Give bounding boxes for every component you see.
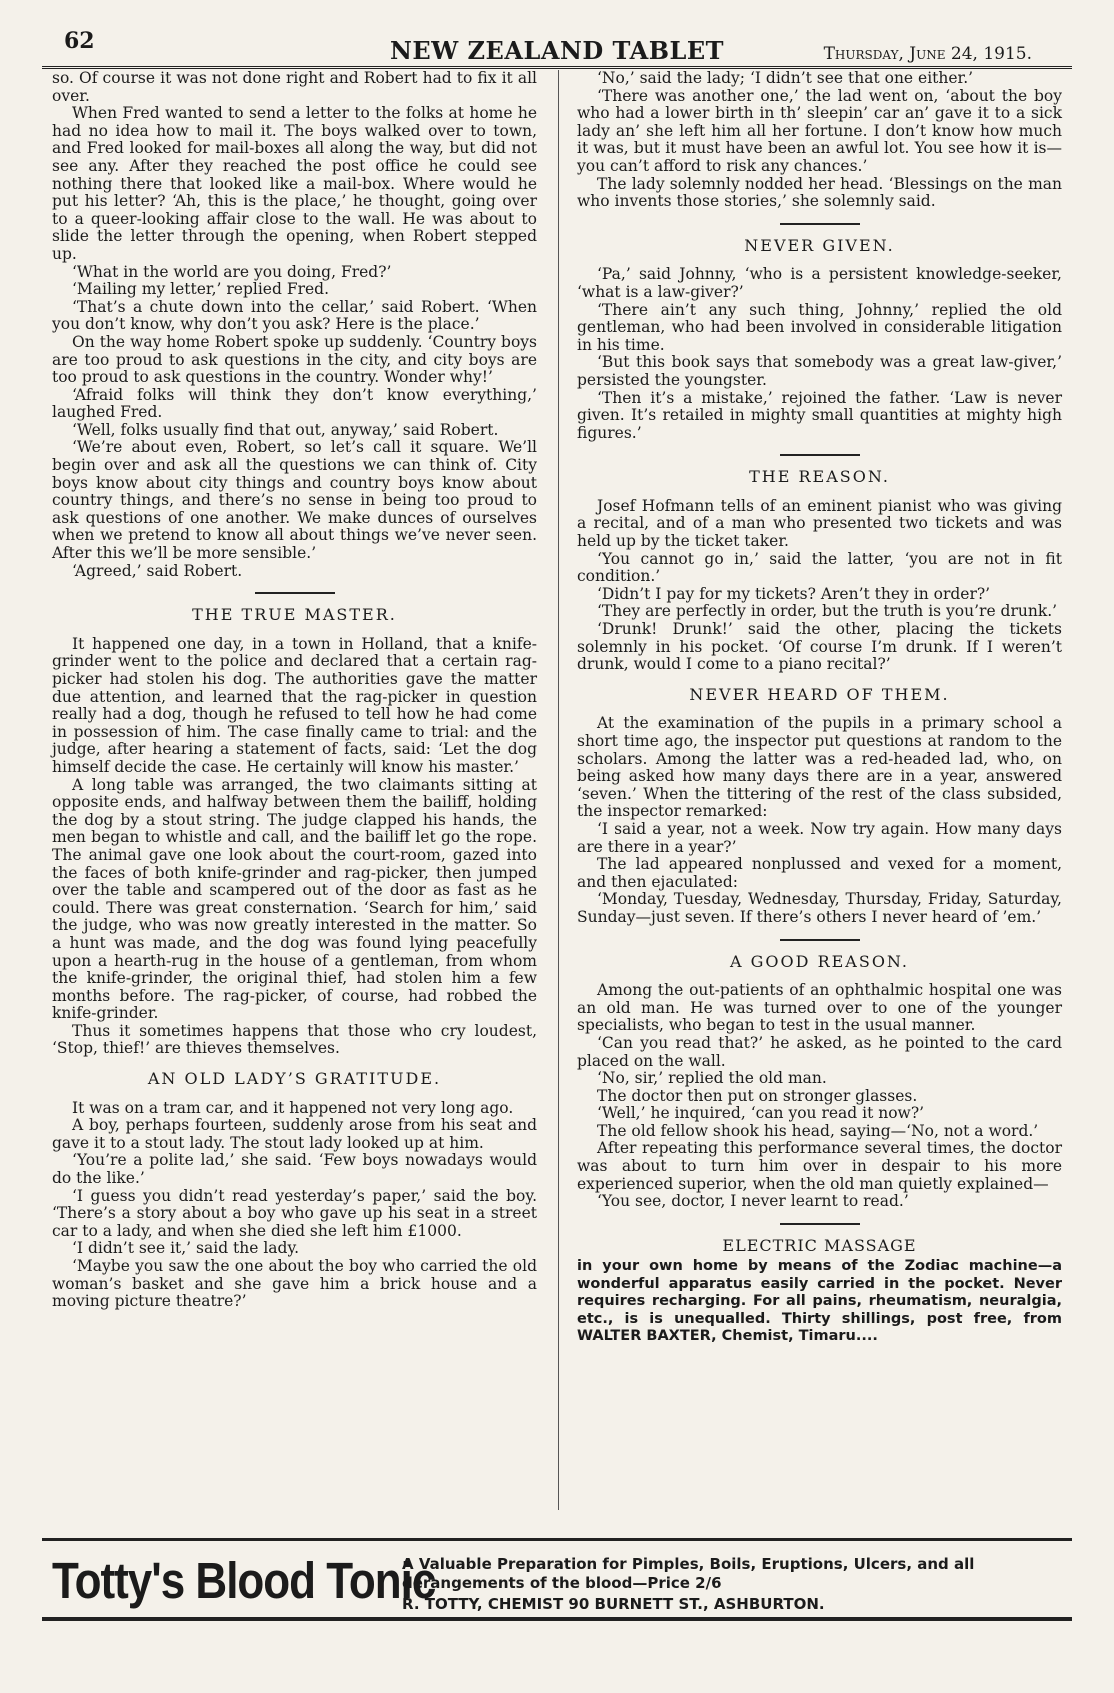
issue-date: Thursday, June 24, 1915.	[823, 44, 1032, 64]
article-paragraph: It happened one day, in a town in Holland, that a knife-grinder went to the police and declared that a certain rag-picker had stolen his dog. The authorities gave the matter due attention, and learned that the rag-picker in question really had a dog, though he refused to tell how he had come in possession of him. The case finally came to trial: and the judge, after hearing a statement of facts, said: ‘Let the dog himself decide the case. He certainly will know his master.’	[52, 634, 537, 776]
story-paragraph: ‘Well, folks usually find that out, anyway,’ said Robert.	[72, 420, 499, 439]
story-paragraph: When Fred wanted to send a letter to the folks at home he had no idea how to mail it. The boys walked over to town, and Fred looked for mail-boxes all along the way, but did not see any. After they reached the post office he could see nothing there that looked like a mail-box. Where would he put his letter? ‘Ah, this is the place,’ he thought, going over to a queer-looking affair close to the wall. He was about to slide the letter through the opening, when Robert stepped up.	[52, 104, 537, 263]
ad-text: in your own home by means of the Zodiac machine—a wonderful apparatus easily carried in the pocket. Never requires recharging. For all pains, rheumatism, neuralgia, etc., is is unequalled. Thirty shillings, post free, from WALTER BAXTER, Chemist, Timaru....	[577, 1258, 1062, 1345]
article-title: AN OLD LADY’S GRATITUDE.	[147, 1069, 442, 1089]
article-paragraph: ‘Didn’t I pay for my tickets? Aren’t they in order?’	[597, 584, 991, 603]
section-rule	[780, 1223, 860, 1225]
story-paragraph: ‘We’re about even, Robert, so let’s call it square. We’ll begin over and ask all the questions we can think of. City boys know about city things and country boys know about country things, and there’s no sense in being too proud to ask questions of one another. We make dunces of ourselves when we pretend to know all about things we’ve never seen. After this we’ll be more sensible.’	[52, 438, 537, 563]
article-paragraph: ‘I said a year, not a week. Now try again. How many days are there in a year?’	[577, 819, 1062, 856]
story-paragraph: ‘Agreed,’ said Robert.	[72, 561, 243, 580]
article-paragraph: ‘Monday, Tuesday, Wednesday, Thursday, Friday, Saturday, Sunday—just seven. If there’s others I never heard of ’em.’	[577, 890, 1062, 926]
article-paragraph: A long table was arranged, the two claimants sitting at opposite ends, and halfway between them the bailiff, holding the dog by a stout string. The judge clapped his hands, the men began to whistle and call, and the bailiff let go the rope. The animal gave one look about the court-room, gazed into the faces of both knife-grinder and rag-picker, then jumped over the table and scampered out of the door as fast as he could. There was great consternation. ‘Search for him,’ said the judge, who was now greatly interested in the matter. So a hunt was made, and the dog was found lying peacefully upon a hearth-rug in the house of a gentleman, from whom the knife-grinder, the original thief, had stolen him a few months before. The rag-picker, of course, had robbed the knife-grinder.	[52, 775, 537, 1023]
story-paragraph: so. Of course it was not done right and Robert had to fix it all over.	[52, 69, 537, 105]
story-paragraph: On the way home Robert spoke up suddenly. ‘Country boys are too proud to ask questions in the city, and city boys are too proud to ask questions in the country. Wonder why!’	[52, 332, 537, 387]
section-rule	[255, 592, 335, 594]
article-paragraph: ‘Pa,’ said Johnny, ‘who is a persistent knowledge-seeker, ‘what is a law-giver?’	[577, 265, 1062, 301]
story-paragraph: ‘What in the world are you doing, Fred?’	[72, 262, 392, 281]
article-paragraph: A boy, perhaps fourteen, suddenly arose from his seat and gave it to a stout lady. The stout lady looked up at him.	[52, 1116, 537, 1152]
story-paragraph: ‘Mailing my letter,’ replied Fred.	[72, 280, 329, 299]
article-paragraph: ‘I guess you didn’t read yesterday’s paper,’ said the boy. ‘There’s a story about a boy who gave up his seat in a street car to a lady, and when she died she left him £1000.	[52, 1186, 537, 1240]
footer-bar	[42, 1617, 1072, 1621]
article-paragraph: ‘Drunk! Drunk!’ said the other, placing the tickets solemnly in his pocket. ‘Of course I’m drunk. If I weren’t drunk, would I come to a piano recital?’	[577, 620, 1062, 674]
article-paragraph: ‘You see, doctor, I never learnt to read.’	[597, 1192, 909, 1211]
footer-brand: Totty's Blood Tonic	[52, 1553, 436, 1610]
right-column	[577, 70, 1062, 1346]
article-paragraph: The lad appeared nonplussed and vexed for a moment, and then ejaculated:	[577, 855, 1062, 891]
story-paragraph: The lady solemnly nodded her head. ‘Blessings on the man who invents those stories,’ she solemnly said.	[577, 174, 1062, 211]
article-paragraph: ‘There ain’t any such thing, Johnny,’ replied the old gentleman, who had been involved in considerable litigation in his time.	[577, 300, 1062, 354]
article-paragraph: Among the out-patients of an ophthalmic hospital one was an old man. He was turned over to one of the younger specialists, who began to test in the usual manner.	[577, 981, 1062, 1035]
article-title: THE TRUE MASTER.	[192, 605, 397, 625]
article-paragraph: After repeating this performance several times, the doctor was about to turn him over in despair to his more experienced superior, when the old man quietly explained—	[577, 1139, 1062, 1193]
section-rule	[780, 223, 860, 225]
story-paragraph: ‘That’s a chute down into the cellar,’ said Robert. ‘When you don’t know, why don’t you ask? Here is the place.’	[52, 297, 537, 334]
article-title: THE REASON.	[749, 467, 890, 487]
article-paragraph: ‘No, sir,’ replied the old man.	[597, 1069, 827, 1088]
article-paragraph: At the examination of the pupils in a primary school a short time ago, the inspector put questions at random to the scholars. Among the latter was a red-headed lad, who, on being asked how many days there are in a year, answered ‘seven.’ When the tittering of the rest of the class subsided, the inspector remarked:	[577, 714, 1062, 821]
footer-description: A Valuable Preparation for Pimples, Boils, Eruptions, Ulcers, and all derangements of the blood—Price 2/6	[402, 1555, 975, 1592]
article-paragraph: ‘You’re a polite lad,’ she said. ‘Few boys nowadays would do the like.’	[52, 1151, 537, 1188]
section-rule	[780, 939, 860, 941]
columns	[52, 69, 1062, 1520]
newspaper-page	[42, 10, 1072, 1685]
article-paragraph: ‘Well,’ he inquired, ‘can you read it now?’	[597, 1104, 925, 1123]
article-title: A GOOD REASON.	[730, 951, 909, 971]
article-paragraph: ‘Can you read that?’ he asked, as he pointed to the card placed on the wall.	[577, 1033, 1062, 1070]
story-paragraph: ‘Afraid folks will think they don’t know everything,’ laughed Fred.	[52, 385, 537, 422]
story-paragraph: ‘No,’ said the lady; ‘I didn’t see that one either.’	[597, 69, 974, 87]
article-paragraph: ‘I didn’t see it,’ said the lady.	[72, 1239, 300, 1258]
article-paragraph: ‘They are perfectly in order, but the truth is you’re drunk.’	[597, 602, 1058, 621]
masthead: NEW ZEALAND TABLET	[389, 36, 725, 65]
article-paragraph: Thus it sometimes happens that those who cry loudest, ‘Stop, thief!’ are thieves themselves.	[52, 1021, 537, 1058]
story-paragraph: ‘There was another one,’ the lad went on, ‘about the boy who had a lower birth in th’ sleepin’ car an’ gave it to a sick lady an’ she left him all her fortune. I don’t know how much it was, but it must have been an awful lot. You see how it is—you can’t afford to risk any chances.’	[577, 86, 1062, 175]
page-number: 62	[64, 28, 95, 54]
section-rule	[780, 454, 860, 456]
article-paragraph: The doctor then put on stronger glasses.	[597, 1086, 918, 1105]
footer-address: R. TOTTY, CHEMIST 90 BURNETT ST., ASHBURTON.	[402, 1595, 825, 1613]
article-paragraph: ‘Maybe you saw the one about the boy who carried the old woman’s basket and she gave him a brick house and a moving picture theatre?’	[52, 1257, 537, 1311]
article-title: NEVER HEARD OF THEM.	[689, 684, 950, 704]
page-header	[42, 10, 1072, 69]
article-paragraph: The old fellow shook his head, saying—‘No, not a word.’	[597, 1121, 1039, 1140]
article-title: NEVER GIVEN.	[744, 235, 895, 255]
article-paragraph: It was on a tram car, and it happened not very long ago.	[72, 1098, 514, 1117]
left-column	[52, 70, 537, 1311]
ad-title: ELECTRIC MASSAGE	[722, 1235, 917, 1255]
footer-advertisement	[42, 1538, 1072, 1681]
article-paragraph: ‘Then it’s a mistake,’ rejoined the father. ‘Law is never given. It’s retailed in mighty small quantities at mighty high figures.’	[577, 388, 1062, 442]
article-paragraph: ‘But this book says that somebody was a great law-giver,’ persisted the youngster.	[577, 353, 1062, 389]
article-paragraph: Josef Hofmann tells of an eminent pianist who was giving a recital, and of a man who presented two tickets and was held up by the ticket taker.	[577, 496, 1062, 551]
advertisement	[577, 1237, 1062, 1346]
article-paragraph: ‘You cannot go in,’ said the latter, ‘you are not in fit condition.’	[577, 549, 1062, 586]
column-divider	[558, 70, 559, 1510]
